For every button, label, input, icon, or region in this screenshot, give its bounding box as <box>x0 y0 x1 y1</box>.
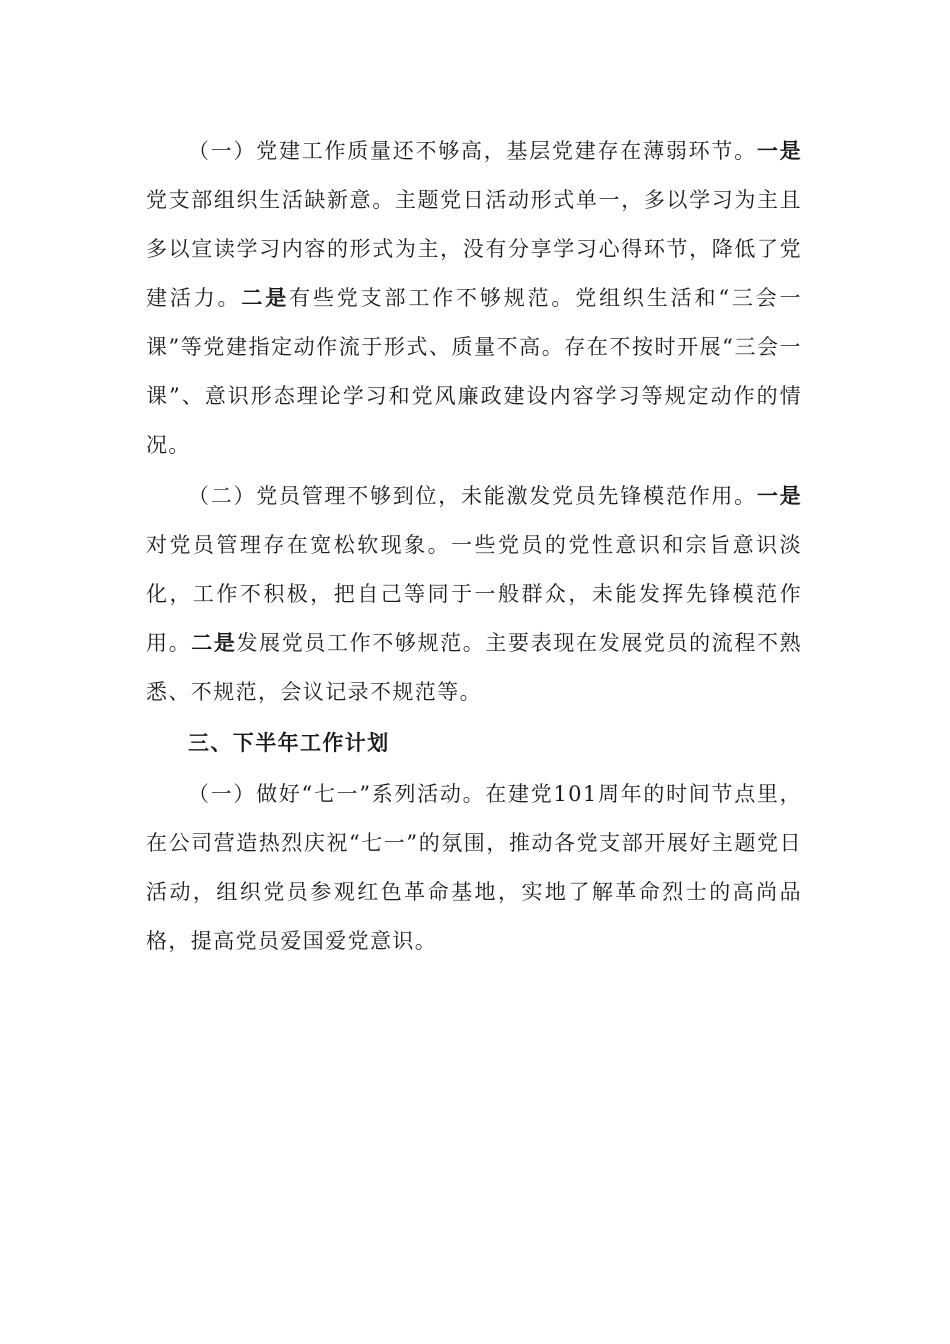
emphasis-first-point: 一是 <box>756 139 802 163</box>
paragraph-lead: （二）党员管理不够到位，未能激发党员先锋模范作用。 <box>188 484 757 508</box>
emphasis-first-point: 一是 <box>756 484 802 508</box>
paragraph-lead: （一）党建工作质量还不够高，基层党建存在薄弱环节。 <box>188 139 757 163</box>
paragraph-text: 发展党员工作不够规范。主要表现在发展党员的流程不熟悉、不规范，会议记录不规范等。 <box>146 631 802 704</box>
document-body <box>146 127 802 966</box>
emphasis-second-point: 二是 <box>241 286 290 310</box>
paragraph-text: 有些党支部工作不够规范。党组织生活和“三会一课”等党建指定动作流于形式、质量不高。存在不按时开展“三会一课”、意识形态理论学习和党风廉政建设内容学习等规定动作的情况。 <box>146 286 802 457</box>
paragraph-member-management <box>146 472 802 717</box>
paragraph-text: 党支部组织生活缺新意。主题党日活动形式单一，多以学习为主且多以宣读学习内容的形式为主，没有分享学习心得环节，降低了党建活力。 <box>146 188 802 310</box>
paragraph-july-first-activities: （一）做好“七一”系列活动。在建党101周年的时间节点里，在公司营造热烈庆祝“七一”的氛围，推动各党支部开展好主题党日活动，组织党员参观红色革命基地，实地了解革命烈士的高尚品格，提高党员爱国爱党意识。 <box>146 782 802 953</box>
section-heading: 三、下半年工作计划 <box>188 731 390 755</box>
emphasis-second-point: 二是 <box>191 631 237 655</box>
paragraph-text: 对党员管理存在宽松软现象。一些党员的党性意识和宗旨意识淡化，工作不积极，把自己等同于一般群众，未能发挥先锋模范作用。 <box>146 533 802 655</box>
paragraph-party-building-quality <box>146 127 802 470</box>
